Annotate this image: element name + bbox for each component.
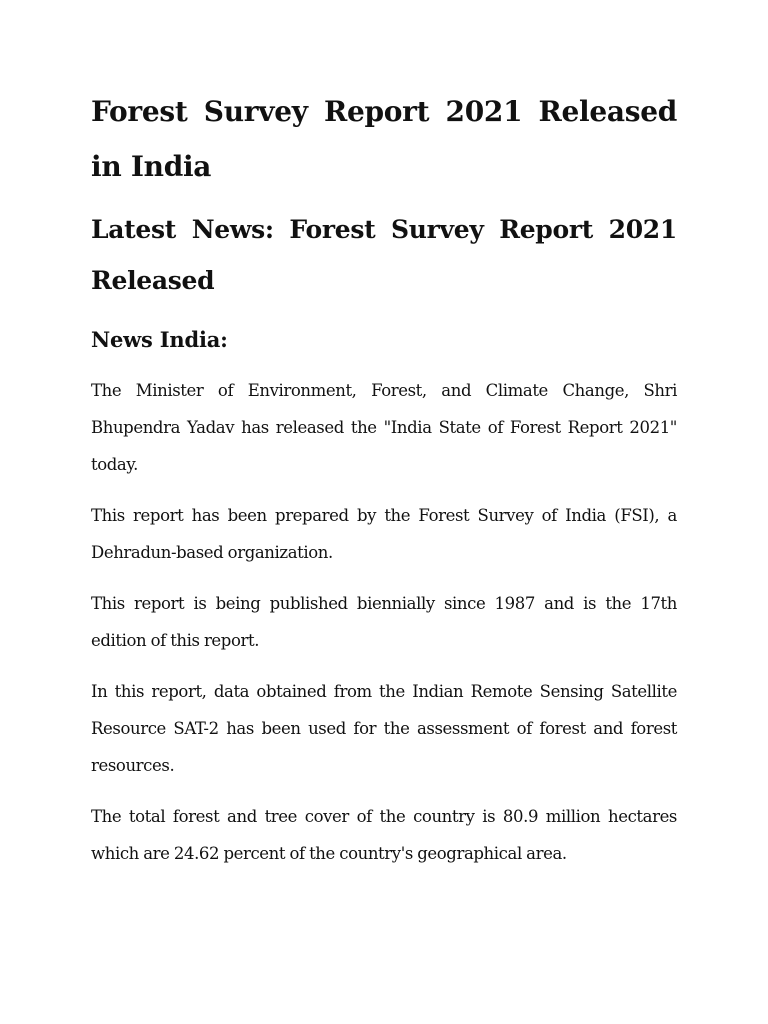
paragraph-1: The Minister of Environment, Forest, and Climate Change, Shri Bhupendra Yadav has released the "India State of Forest Report 2021" today. [91,381,677,474]
document-subtitle: Latest News: Forest Survey Report 2021 Released [91,215,677,295]
document-title: Forest Survey Report 2021 Released in India [91,95,677,183]
paragraph-5: The total forest and tree cover of the country is 80.9 million hectares which are 24.62 percent of the country's geographical area. [91,807,677,863]
paragraph-4: In this report, data obtained from the Indian Remote Sensing Satellite Resource SAT-2 has been used for the assessment of forest and forest resources. [91,682,677,775]
document-page [91,84,677,886]
paragraph-2: This report has been prepared by the Forest Survey of India (FSI), a Dehradun-based organization. [91,506,677,562]
paragraph-3: This report is being published biennially since 1987 and is the 17th edition of this report. [91,594,677,650]
section-heading: News India: [91,327,228,352]
